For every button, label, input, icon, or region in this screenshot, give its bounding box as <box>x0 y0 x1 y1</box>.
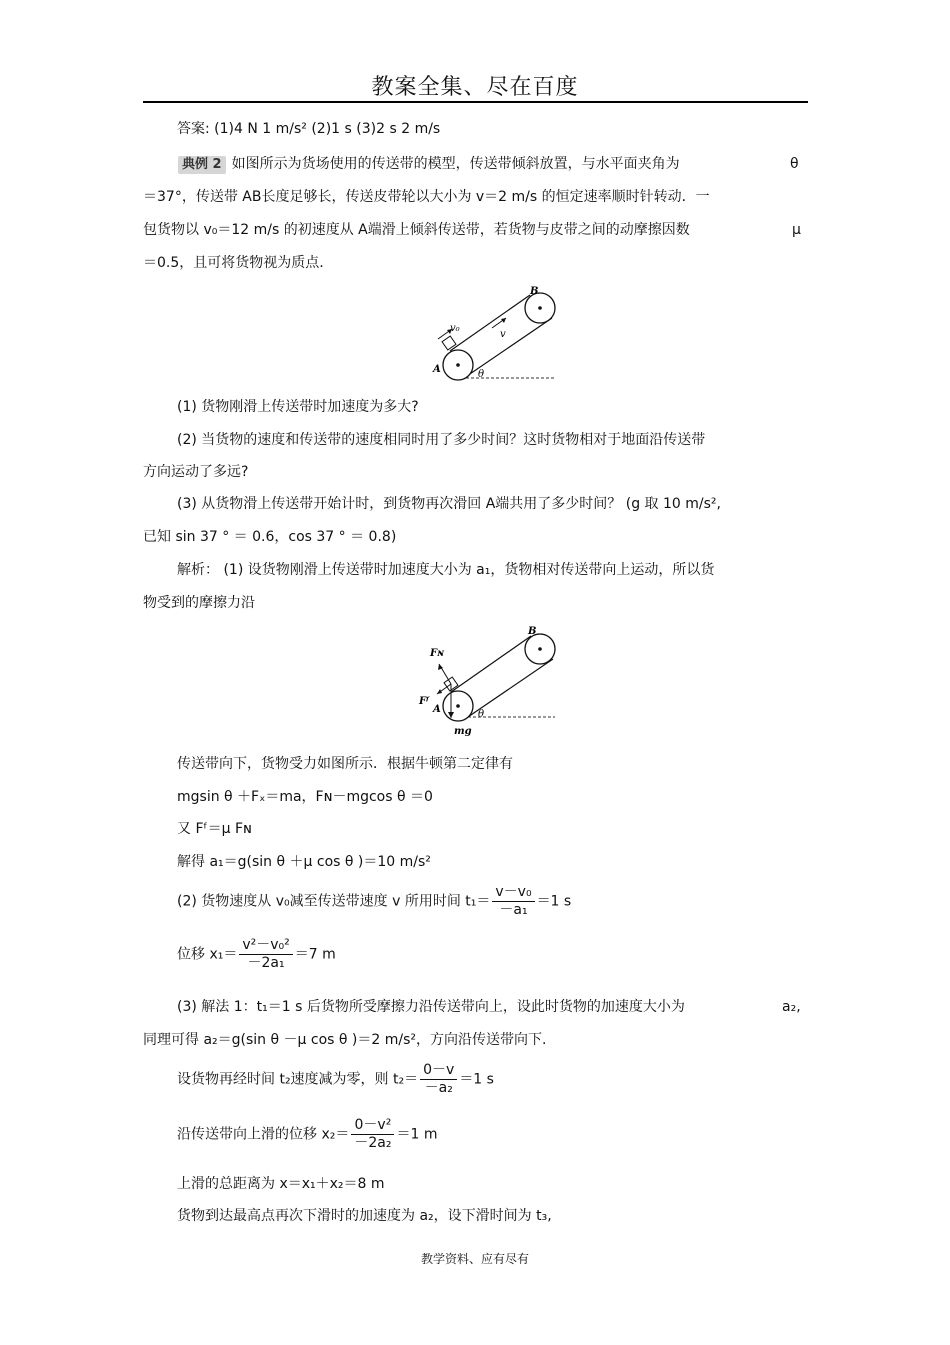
displacement-denominator: －2a₁ <box>247 955 285 971</box>
t2-formula-line <box>177 1062 494 1097</box>
question-3-line-2: 已知 sin 37 ° ＝ 0.6，cos 37 ° ＝ 0.8) <box>143 529 397 545</box>
label-theta-2: θ <box>478 709 485 720</box>
page-footer: 教学资料、应有尽有 <box>420 1252 529 1266</box>
problem-line-1 <box>178 155 680 174</box>
question-2-line-2: 方向运动了多远? <box>143 464 249 480</box>
equation-2: 又 Fᶠ＝μ Fɴ <box>177 821 252 837</box>
label-a: A <box>433 364 441 375</box>
page-header-title: 教案全集、尽在百度 <box>371 75 579 100</box>
time-formula-line <box>177 884 571 919</box>
total-distance-line: 上滑的总距离为 x＝x₁＋x₂＝8 m <box>177 1176 385 1192</box>
pulley-b-axle <box>538 306 542 310</box>
solution-part3-line-2: 同理可得 a₂＝g(sin θ －μ cos θ )＝2 m/s²，方向沿传送带向下. <box>143 1032 547 1048</box>
time-formula-result: ＝1 s <box>536 893 572 910</box>
label-b-2: B <box>528 626 537 637</box>
question-3-line-1: (3) 从货物滑上传送带开始计时，到货物再次滑回 A端共用了多少时间？ (g 取 10 m/s², <box>177 496 721 512</box>
x2-denominator: －2a₂ <box>354 1135 392 1151</box>
solution-part3-line-1: (3) 解法 1：t₁＝1 s 后货物所受摩擦力沿传送带向上，设此时货物的加速度大小为 <box>177 999 685 1015</box>
t2-result: ＝1 s <box>459 1071 494 1088</box>
equation-1: mgsin θ ＋Fₓ＝ma，Fɴ－mgcos θ ＝0 <box>177 789 433 805</box>
question-2-line-1: (2) 当货物的速度和传送带的速度相同时用了多少时间？这时货物相对于地面沿传送带 <box>177 432 706 448</box>
x2-formula-line <box>177 1117 437 1152</box>
problem-line-2: ＝37°，传送带 AB长度足够长，传送皮带轮以大小为 v＝2 m/s 的恒定速率顺时针转动．一 <box>143 189 710 205</box>
pulley-b-axle-2 <box>538 647 542 651</box>
solution-part3-a2: a₂, <box>782 999 801 1015</box>
friction-force-arrowhead <box>437 689 442 694</box>
t2-prefix: 设货物再经时间 t₂速度减为零，则 t₂＝ <box>177 1071 419 1088</box>
conveyor-figure-1 <box>420 283 560 383</box>
solution-line-3: 传送带向下，货物受力如图所示．根据牛顿第二定律有 <box>177 756 513 772</box>
time-fraction-numerator: v－v₀ <box>492 884 534 902</box>
final-line: 货物到达最高点再次下滑时的加速度为 a₂，设下滑时间为 t₃, <box>177 1208 552 1224</box>
label-v0: v₀ <box>450 323 460 334</box>
equation-3: 解得 a₁＝g(sin θ ＋μ cos θ )＝10 m/s² <box>177 854 431 870</box>
displacement-result: ＝7 m <box>294 946 336 963</box>
x2-prefix: 沿传送带向上滑的位移 x₂＝ <box>177 1126 350 1143</box>
displacement-prefix: 位移 x₁＝ <box>177 946 238 963</box>
belt-top <box>450 295 530 351</box>
displacement-formula-line <box>177 937 336 972</box>
solution-line-2: 物受到的摩擦力沿 <box>143 595 255 611</box>
label-fn: Fɴ <box>430 648 445 659</box>
problem-theta: θ <box>790 156 799 172</box>
force-diagram-figure-2 <box>415 622 560 740</box>
belt-top-2 <box>451 636 531 692</box>
question-1: (1) 货物刚滑上传送带时加速度为多大? <box>177 399 419 415</box>
time-fraction-denominator: －a₁ <box>499 902 528 918</box>
problem-line-4: ＝0.5，且可将货物视为质点. <box>143 255 324 271</box>
label-b: B <box>530 286 539 297</box>
t2-denominator: －a₂ <box>424 1080 453 1096</box>
x2-numerator: 0－v² <box>351 1117 394 1135</box>
problem-line-3: 包货物以 v₀＝12 m/s 的初速度从 A端滑上倾斜传送带，若货物与皮带之间的动摩擦因数 <box>143 222 690 238</box>
displacement-fraction <box>239 937 292 972</box>
pulley-a-axle-2 <box>456 704 460 708</box>
label-ff: Fᶠ <box>419 696 429 707</box>
problem-text-1: 如图所示为货场使用的传送带的模型，传送带倾斜放置，与水平面夹角为 <box>231 156 680 172</box>
header-divider <box>143 101 808 103</box>
time-formula-prefix: (2) 货物速度从 v₀减至传送带速度 v 所用时间 t₁＝ <box>177 893 491 910</box>
solution-line-1: 解析： (1) 设货物刚滑上传送带时加速度大小为 a₁，货物相对传送带向上运动，所以货 <box>177 562 715 578</box>
label-mg: mg <box>454 726 472 737</box>
displacement-numerator: v²－v₀² <box>239 937 292 955</box>
example-tag: 典例 2 <box>178 156 226 174</box>
label-a-2: A <box>433 704 441 715</box>
t2-numerator: 0－v <box>420 1062 457 1080</box>
label-theta: θ <box>478 369 485 380</box>
pulley-a-axle <box>456 363 460 367</box>
x2-result: ＝1 m <box>396 1126 438 1143</box>
problem-mu: μ <box>792 222 801 238</box>
answer-line: 答案: (1)4 N 1 m/s² (2)1 s (3)2 s 2 m/s <box>177 121 441 137</box>
t2-fraction <box>420 1062 457 1097</box>
time-fraction <box>492 884 534 919</box>
x2-fraction <box>351 1117 394 1152</box>
label-v: v <box>500 329 506 340</box>
